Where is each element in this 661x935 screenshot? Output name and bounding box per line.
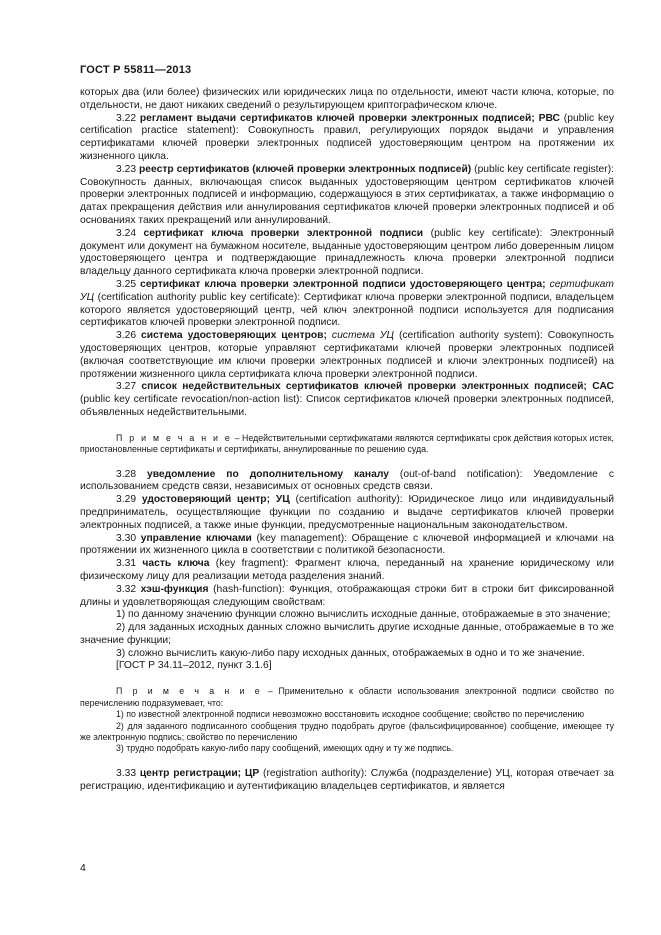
term-title: регламент выдачи сертификатов ключей проверки электронных подписей; РВС xyxy=(139,112,560,124)
term-title: хэш-функция xyxy=(140,583,209,595)
paragraph-continuation: которых два (или более) физических или юридических лица по отдельности, имеют части ключа, которые, по отдельности, не дают никаких сведений о результирующем криптографическом ключе. xyxy=(80,87,614,111)
note-list-item: 1) по известной электронной подписи невозможно восстановить исходное сообщение; свойство по перечислению xyxy=(116,709,585,720)
term-3-29: 3.29 удостоверяющий центр; УЦ (certification authority): Юридическое лицо или индивидуальный предприниматель, осуществляющие функции по созданию и выдаче сертификатов ключей проверки электронных подписей, а также иные функции, предусмотренные национальным законодательством. xyxy=(80,494,615,531)
note-2: П р и м е ч а н и е – Применительно к области использования электронной подписи свойство по перечислению подразумевает, что: xyxy=(80,686,614,708)
note-list-item: 2) для заданного подписанного сообщения трудно подобрать другое (фальсифицированное) сообщение, имеющее ту же электронную подпись; свойство по перечислению xyxy=(80,720,614,742)
term-3-22: 3.22 регламент выдачи сертификатов ключей проверки электронных подписей; РВС (public key certification practice statement): Совокупность правил, регулирующих порядок выдачи и управления сертификатами ключей проверки электронных подписей удостоверяющим центром на протяжении их жизненного цикла. xyxy=(80,112,614,162)
term-title: часть ключа xyxy=(142,558,210,570)
note-list-item: 3) трудно подобрать какую-либо пару сообщений, имеющих одну и ту же подпись. xyxy=(116,743,454,754)
term-title: список недействительных сертификатов ключей проверки электронных подписей; САС xyxy=(141,381,614,393)
note-1: П р и м е ч а н и е – Недействительными сертификатами являются сертификаты срок действия которых истек, приостановленные сертификаты и сертификаты, аннулированные по решению суда. xyxy=(80,432,614,455)
term-alt: сертификат УЦ xyxy=(80,278,614,303)
term-3-32: 3.32 хэш-функция (hash-function): Функция, отображающая строки бит в строки бит фиксированной длины и удовлетворяющая следующим свойствам: xyxy=(80,583,615,608)
list-item: 1) по данному значению функции сложно вычислить исходные данные, отображаемые в это значение; xyxy=(116,609,611,621)
note-label: П р и м е ч а н и е xyxy=(116,432,233,443)
term-3-24: 3.24 сертификат ключа проверки электронной подписи (public key certificate): Электронный документ или документ на бумажном носителе, выданные удостоверяющим центром либо доверенным лицом удостоверяющего центра и подтверждающие принадлежность ключа проверки электронной подписи владельцу данного сертификата ключа проверки электронной подписи. xyxy=(80,227,614,278)
list-item: 2) для заданных исходных данных сложно вычислить другие исходные данные, отображаемые в то же значение функции; xyxy=(80,622,614,646)
term-title: сертификат ключа проверки электронной подписи xyxy=(143,227,424,239)
term-3-28: 3.28 уведомление по дополнительному каналу (out-of-band notification): Уведомление с использованием средств связи, независимых от основных средств связи. xyxy=(80,468,614,493)
list-item: 3) сложно вычислить какую-либо пару исходных данных, отображаемых в одно и то же значение. xyxy=(116,647,585,659)
term-title: центр регистрации; ЦР xyxy=(139,767,260,779)
term-3-23: 3.23 реестр сертификатов (ключей проверки электронных подписей) (public key certificate register): Совокупность данных, включающая список выданных удостоверяющим центром сертификатов ключей проверки электронных подписей и информацию, содержащуюся в этих сертификатах, а также информацию о датах прекращения действия или аннулирования сертификатов ключей проверки электронных подписей и об основаниях таких прекращений или аннулирований. xyxy=(80,163,614,226)
term-title: удостоверяющий центр; УЦ xyxy=(141,494,290,506)
reference: [ГОСТ Р 34.11–2012, пункт 3.1.6] xyxy=(116,660,272,672)
term-title: уведомление по дополнительному каналу xyxy=(146,468,389,480)
term-3-26: 3.26 система удостоверяющих центров; система УЦ (certification authority system): Совокупность удостоверяющих центров, которые управляют сертификатами ключей проверки электронных подписей (включая соответствующие им ключи проверки электронных подписей и ключи электронных подписей) на протяжении жизненного цикла сертификата ключа проверки электронной подписи. xyxy=(80,330,614,380)
document-body xyxy=(80,87,614,793)
document-header: ГОСТ Р 55811—2013 xyxy=(80,64,192,76)
term-3-30: 3.30 управление ключами (key management): Обращение с ключевой информацией и ключами на протяжении их жизненного цикла в соответствии с политикой безопасности. xyxy=(80,532,614,557)
term-title: система удостоверяющих центров; xyxy=(141,330,327,342)
term-3-31: 3.31 часть ключа (key fragment): Фрагмент ключа, переданный на хранение юридическому или физическому лицу для реализации метода разделения знаний. xyxy=(80,558,615,582)
page-number: 4 xyxy=(80,862,86,874)
term-3-25: 3.25 сертификат ключа проверки электронной подписи удостоверяющего центра; сертификат УЦ (certification authority public key certificate): Сертификат ключа проверки электронной подписи, владельцем которого является удостоверяющий центр, чей ключ электронной подписи используется для подписания сертификатов ключей проверки электронной подписи. xyxy=(80,278,614,329)
term-title: реестр сертификатов (ключей проверки электронных подписей) xyxy=(138,163,472,175)
term-3-33: 3.33 центр регистрации; ЦР (registration authority): Служба (подразделение) УЦ, которая отвечает за регистрацию, идентификацию и аутентификацию владельцев сертификатов, и является xyxy=(80,767,615,792)
term-title: управление ключами xyxy=(140,532,252,544)
term-alt: система УЦ xyxy=(326,330,394,342)
term-3-27: 3.27 список недействительных сертификатов ключей проверки электронных подписей; САС (public key certificate revocation/non-action list): Список сертификатов ключей проверки электронных подписей, объявленных недействительными. xyxy=(80,381,614,418)
term-title: сертификат ключа проверки электронной подписи удостоверяющего центра; xyxy=(140,278,546,290)
note-label: П р и м е ч а н и е xyxy=(116,686,262,697)
